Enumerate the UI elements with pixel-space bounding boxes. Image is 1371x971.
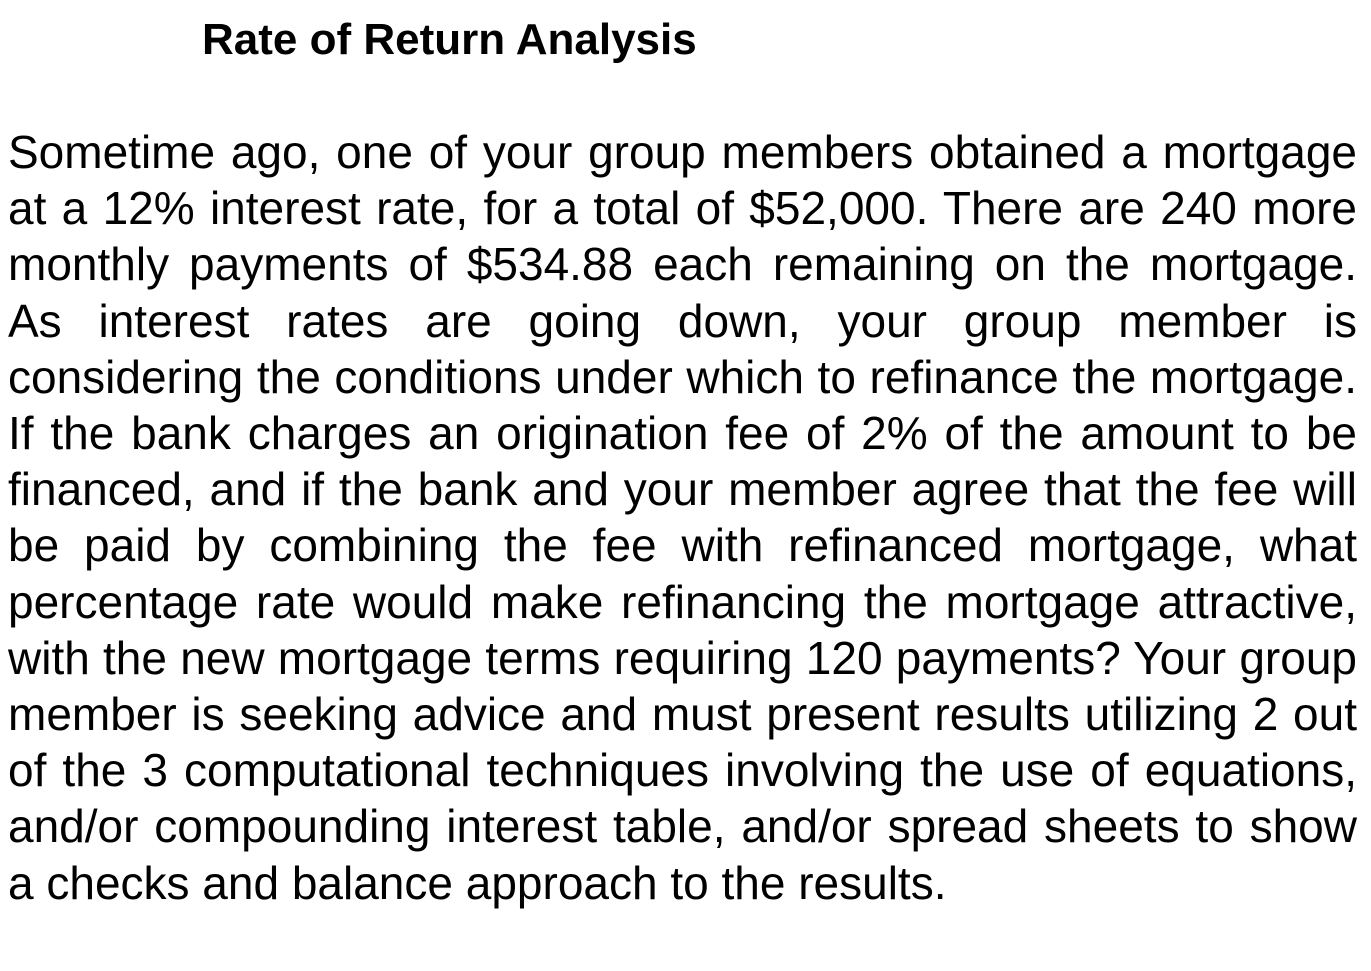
document-title: Rate of Return Analysis (202, 15, 697, 64)
problem-statement: Sometime ago, one of your group members obtained a mortgage at a 12% interest rate, for a total of $52,000. There are 240 more monthly payments of $534.88 each remaining on the mortgage. As interest rates are going down, your group member is considering the conditions under which to refinance the mortgage. If the bank charges an origination fee of 2% of the amount to be financed, and if the bank and your member agree that the fee will be paid by combining the fee with refinanced mortgage, what percentage rate would make refinancing the mortgage attractive, with the new mortgage terms requiring 120 payments? Your group member is seeking advice and must present results utilizing 2 out of the 3 computational techniques involving the use of equations, and/or compounding interest table, and/or spread sheets to show a checks and balance approach to the results. (8, 126, 1357, 909)
